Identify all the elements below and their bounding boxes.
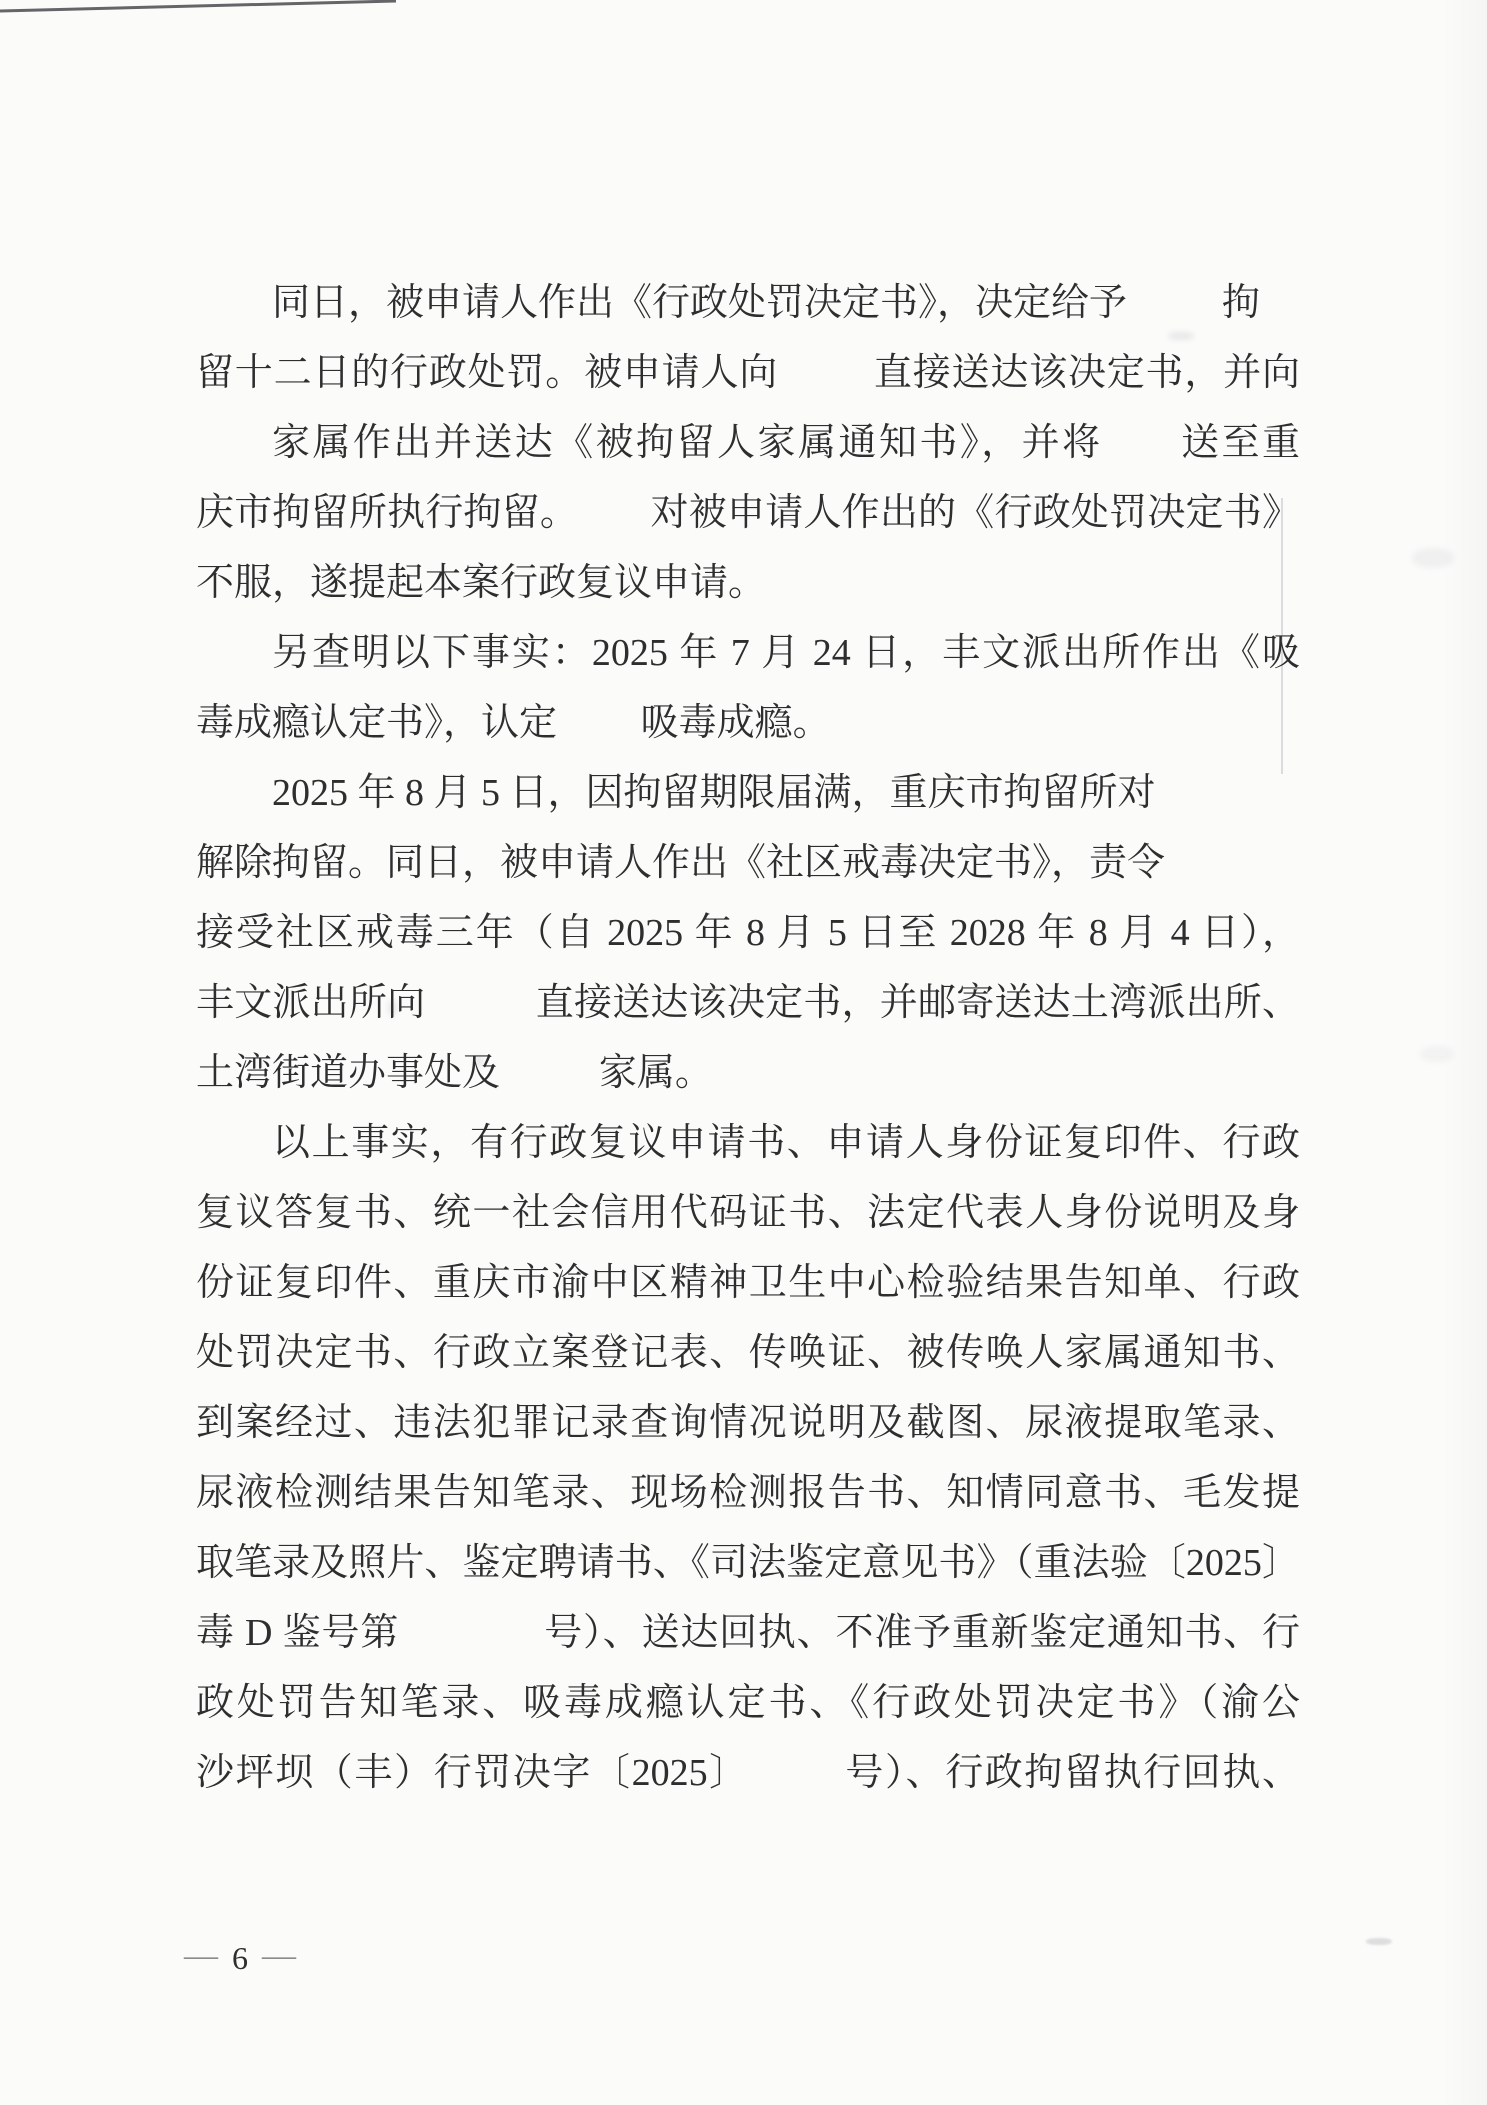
page-number: 6 xyxy=(232,1939,248,1976)
redacted-name-gap xyxy=(399,1643,543,1645)
text-segment: 土湾街道办事处及 xyxy=(196,1052,501,1094)
text-line xyxy=(196,1178,1300,1248)
text-line xyxy=(196,898,1300,968)
text-line xyxy=(196,968,1300,1038)
text-segment: 留十二日的行政处罚。被申请人向 xyxy=(196,352,779,394)
text-segment: 直接送达该决定书，并向 xyxy=(873,352,1300,394)
text-segment: 庆市拘留所执行拘留。 xyxy=(196,492,579,534)
text-line xyxy=(196,548,1300,618)
scan-edge-line xyxy=(0,0,400,16)
page-footer xyxy=(184,1936,296,1980)
text-line xyxy=(196,1598,1300,1668)
text-segment: 沙坪坝（丰）行罚决字〔2025〕 xyxy=(196,1752,749,1794)
redacted-name-gap xyxy=(425,1013,535,1015)
text-segment: 接受社区戒毒三年（自 2025 年 8 月 5 日至 2028 年 8 月 4 日）， xyxy=(196,912,1300,954)
text-segment: 另查明以下事实：2025 年 7 月 24 日，丰文派出所作出《吸 xyxy=(272,632,1300,674)
text-line xyxy=(196,1388,1300,1458)
text-segment: 对被申请人作出的《行政处罚决定书》 xyxy=(650,492,1300,534)
document-body xyxy=(196,268,1300,1808)
text-line xyxy=(196,1668,1300,1738)
text-segment: 取笔录及照片、鉴定聘请书、《司法鉴定意见书》（重法验〔2025〕 xyxy=(196,1542,1300,1584)
text-line xyxy=(196,1038,1300,1108)
text-segment: 不服，遂提起本案行政复议申请。 xyxy=(196,562,767,604)
text-line xyxy=(196,688,1300,758)
redacted-name-gap xyxy=(500,1083,599,1085)
text-segment: 以上事实，有行政复议申请书、申请人身份证复印件、行政 xyxy=(272,1122,1300,1164)
text-line xyxy=(196,338,1300,408)
text-line xyxy=(196,618,1300,688)
text-line xyxy=(196,268,1300,338)
text-line xyxy=(196,408,1300,478)
redacted-name-gap xyxy=(1127,313,1222,315)
text-segment: 家属作出并送达《被拘留人家属通知书》，并将 xyxy=(272,422,1103,464)
text-line xyxy=(196,478,1300,548)
text-segment: 拘 xyxy=(1222,282,1261,324)
text-segment: 吸毒成瘾。 xyxy=(640,702,831,744)
text-segment: 毒成瘾认定书》，认定 xyxy=(196,702,558,744)
text-line xyxy=(196,828,1300,898)
redacted-name-gap xyxy=(749,1783,844,1785)
text-line xyxy=(196,1108,1300,1178)
scan-smudge xyxy=(1366,1938,1392,1945)
text-line xyxy=(196,1458,1300,1528)
footer-right-dash: — xyxy=(262,1937,296,1974)
text-segment: 丰文派出所向 xyxy=(196,982,426,1024)
redacted-name-gap xyxy=(557,733,641,735)
redacted-name-gap xyxy=(778,383,873,385)
text-segment: 到案经过、违法犯罪记录查询情况说明及截图、尿液提取笔录、 xyxy=(196,1402,1300,1444)
text-segment: 政处罚告知笔录、吸毒成瘾认定书、《行政处罚决定书》（渝公 xyxy=(196,1682,1300,1724)
text-line xyxy=(196,1248,1300,1318)
text-segment: 解除拘留。同日，被申请人作出《社区戒毒决定书》，责令 xyxy=(196,842,1166,884)
text-segment: 同日，被申请人作出《行政处罚决定书》，决定给予 xyxy=(272,282,1128,324)
text-segment: 毒 D 鉴号第 xyxy=(196,1612,400,1654)
text-segment: 送至重 xyxy=(1178,422,1300,464)
text-segment: 处罚决定书、行政立案登记表、传唤证、被传唤人家属通知书、 xyxy=(196,1332,1300,1374)
redacted-name-gap xyxy=(1103,453,1179,455)
text-segment: 号）、送达回执、不准予重新鉴定通知书、行 xyxy=(543,1612,1300,1654)
text-segment: 家属。 xyxy=(598,1052,713,1094)
text-segment: 复议答复书、统一社会信用代码证书、法定代表人身份说明及身 xyxy=(196,1192,1300,1234)
footer-left-dash: — xyxy=(184,1937,218,1974)
text-segment: 直接送达该决定书，并邮寄送达土湾派出所、 xyxy=(535,982,1300,1024)
text-segment: 号）、行政拘留执行回执、 xyxy=(843,1752,1300,1794)
text-line xyxy=(196,1738,1300,1808)
scan-smudge xyxy=(1412,548,1454,568)
text-line xyxy=(196,1318,1300,1388)
text-segment: 尿液检测结果告知笔录、现场检测报告书、知情同意书、毛发提 xyxy=(196,1472,1300,1514)
text-segment: 份证复印件、重庆市渝中区精神卫生中心检验结果告知单、行政 xyxy=(196,1262,1300,1304)
text-segment: 2025 年 8 月 5 日，因拘留期限届满，重庆市拘留所对 xyxy=(272,772,1156,814)
redacted-name-gap xyxy=(578,523,650,525)
text-line xyxy=(196,758,1300,828)
scan-smudge xyxy=(1420,1046,1454,1062)
text-line xyxy=(196,1528,1300,1598)
